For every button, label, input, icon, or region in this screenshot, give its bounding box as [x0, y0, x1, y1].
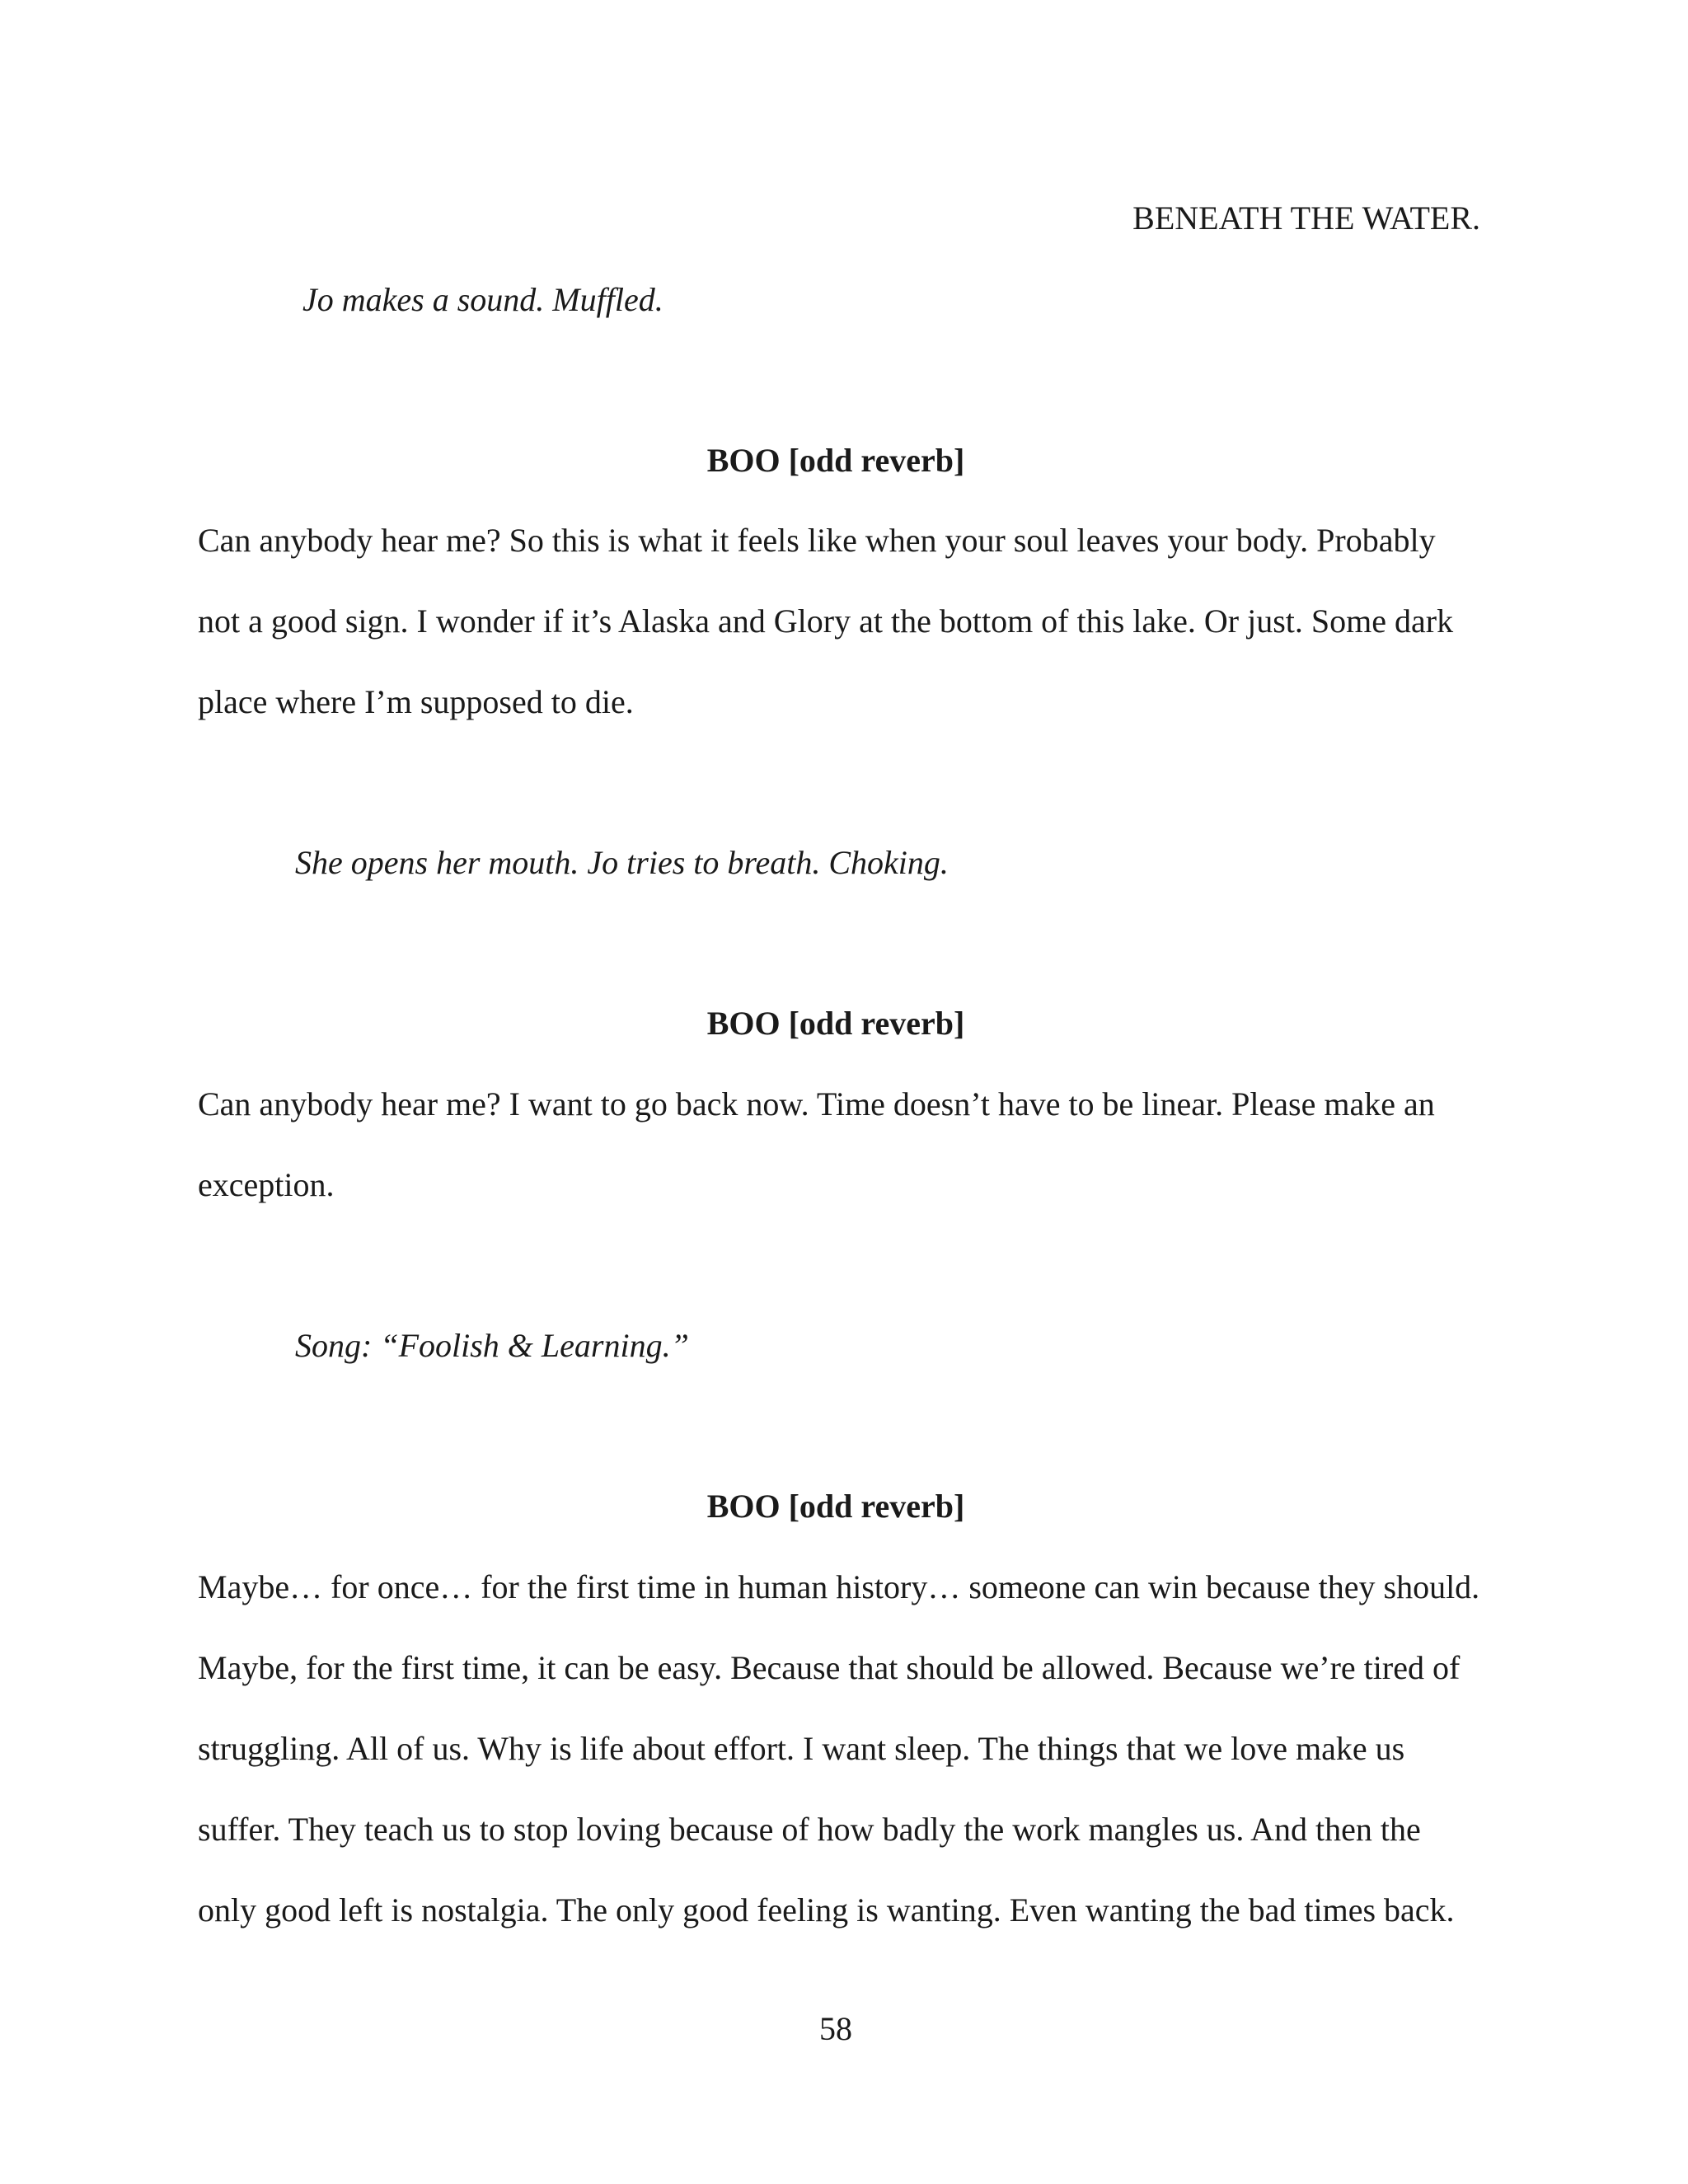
dialogue-line: struggling. All of us. Why is life about effort. I want sleep. The things that we love make us	[198, 1730, 1405, 1767]
dialogue-line: suffer. They teach us to stop loving because of how badly the work mangles us. And then the	[198, 1811, 1421, 1848]
dialogue-line: Maybe… for once… for the first time in human history… someone can win because they should.	[198, 1568, 1480, 1605]
character-name: BOO [odd reverb]	[706, 1005, 965, 1042]
dialogue-line: exception.	[198, 1166, 335, 1203]
dialogue-line: Maybe, for the first time, it can be easy. Because that should be allowed. Because we’re tired of	[198, 1649, 1461, 1686]
dialogue-line: Can anybody hear me? So this is what it feels like when your soul leaves your body. Probably	[198, 522, 1436, 559]
page-number: 58	[819, 2010, 852, 2047]
dialogue-line: Can anybody hear me? I want to go back now. Time doesn’t have to be linear. Please make an	[198, 1085, 1435, 1122]
dialogue-line: not a good sign. I wonder if it’s Alaska and Glory at the bottom of this lake. Or just. Some dark	[198, 602, 1454, 640]
dialogue-line: place where I’m supposed to die.	[198, 683, 634, 720]
character-name: BOO [odd reverb]	[706, 442, 965, 479]
stage-direction: Jo makes a sound. Muffled.	[302, 281, 663, 318]
stage-direction: Song: “Foolish & Learning.”	[295, 1327, 689, 1364]
dialogue-line: only good left is nostalgia. The only good feeling is wanting. Even wanting the bad times back.	[198, 1891, 1455, 1929]
stage-direction: She opens her mouth. Jo tries to breath. Choking.	[295, 844, 949, 881]
scene-heading: BENEATH THE WATER.	[1132, 199, 1480, 237]
character-name: BOO [odd reverb]	[706, 1488, 965, 1525]
